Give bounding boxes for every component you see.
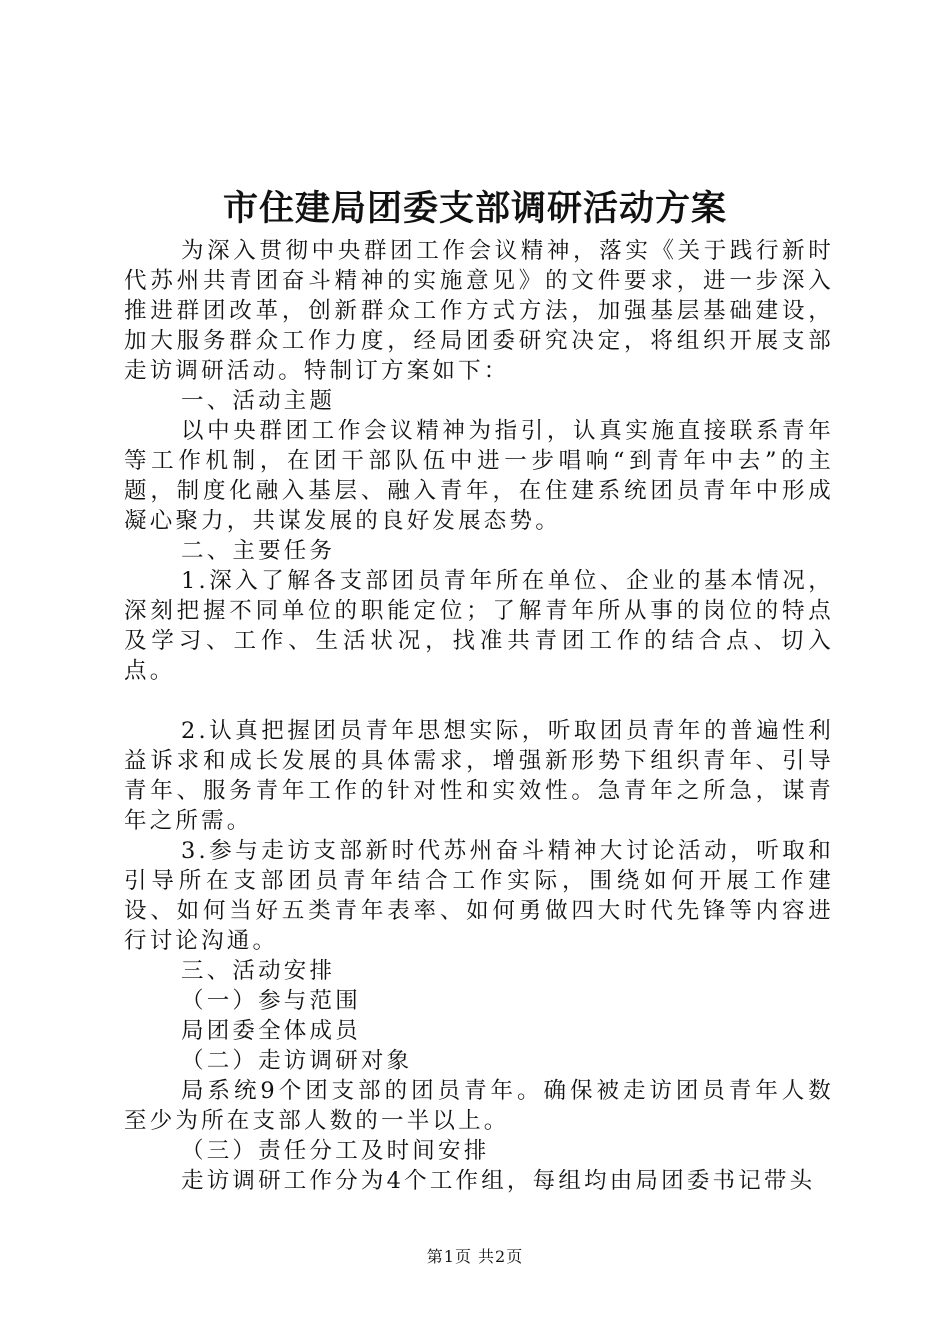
- scope-paragraph: 局团委全体成员: [181, 1018, 361, 1044]
- document-title: 市住建局团委支部调研活动方案: [222, 188, 727, 229]
- theme-paragraph: 以中央群团工作会议精神为指引，认真实施直接联系青年等工作机制，在团干部队伍中进一步唱响“到青年中去”的主题，制度化融入基层、融入青年，在住建系统团员青年中形成凝心聚力，共谋发展的良好发展态势。: [124, 418, 834, 534]
- document-body: [124, 236, 834, 1196]
- subheading-responsibilities: （三）责任分工及时间安排: [181, 1138, 490, 1164]
- page-number-footer: 第1页 共2页: [426, 1247, 524, 1266]
- targets-paragraph: 局系统9个团支部的团员青年。确保被走访团员青年人数至少为所在支部人数的一半以上。: [124, 1078, 834, 1134]
- subheading-targets: （二）走访调研对象: [181, 1048, 413, 1074]
- intro-paragraph: 为深入贯彻中央群团工作会议精神，落实《关于践行新时代苏州共青团奋斗精神的实施意见》的文件要求，进一步深入推进群团改革，创新群众工作方式方法，加强基层基础建设，加大服务群众工作力度，经局团委研究决定，将组织开展支部走访调研活动。特制订方案如下：: [124, 238, 834, 384]
- task-item-1: 1.深入了解各支部团员青年所在单位、企业的基本情况，深刻把握不同单位的职能定位；了解青年所从事的岗位的特点及学习、工作、生活状况，找准共青团工作的结合点、切入点。: [124, 568, 834, 684]
- task-item-2: 2.认真把握团员青年思想实际，听取团员青年的普遍性利益诉求和成长发展的具体需求，增强新形势下组织青年、引导青年、服务青年工作的针对性和实效性。急青年之所急，谋青年之所需。: [124, 718, 834, 834]
- section-heading-arrangement: 三、活动安排: [181, 958, 336, 984]
- section-heading-theme: 一、活动主题: [181, 388, 336, 414]
- subheading-scope: （一）参与范围: [181, 988, 361, 1014]
- section-heading-tasks: 二、主要任务: [181, 538, 336, 564]
- task-item-3: 3.参与走访支部新时代苏州奋斗精神大讨论活动，听取和引导所在支部团员青年结合工作实际，围绕如何开展工作建设、如何当好五类青年表率、如何勇做四大时代先锋等内容进行讨论沟通。: [124, 838, 834, 954]
- responsibilities-paragraph: 走访调研工作分为4个工作组，每组均由局团委书记带头: [181, 1168, 816, 1194]
